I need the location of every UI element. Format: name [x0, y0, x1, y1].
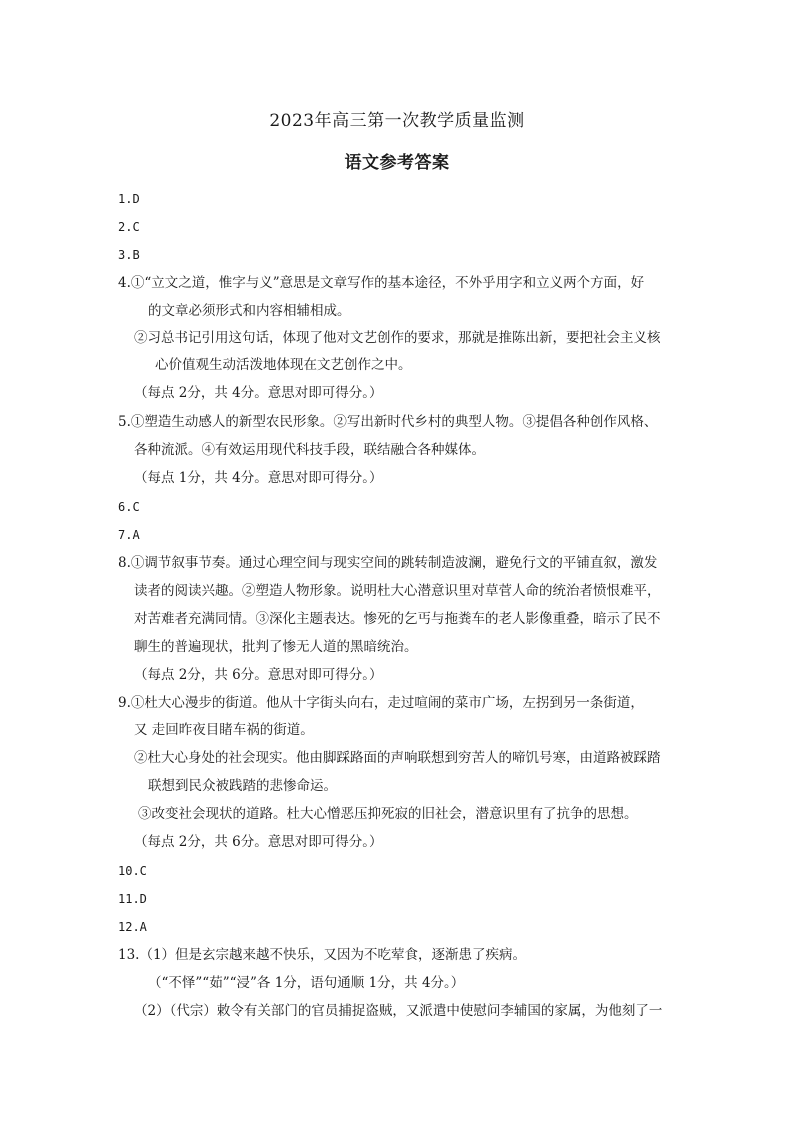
answer-4-line-4: 心价值观生动活泼地体现在文艺创作之中。	[155, 357, 412, 373]
answer-8-line-2: 读者的阅读兴趣。②塑造人物形象。说明杜大心潜意识里对草菅人命的统治者愤恨难平，	[134, 583, 661, 599]
answer-5-score: （每点 1分，共 4分。意思对即可得分。）	[134, 470, 383, 486]
answer-9-line-3: ②杜大心身处的社会现实。他由脚踩路面的声响联想到穷苦人的啼饥号寒，由道路被踩踏	[134, 750, 661, 766]
answer-8-line-3: 对苦难者充满同情。③深化主题表达。惨死的乞丐与拖粪车的老人影像重叠，暗示了民不	[134, 611, 661, 627]
answer-9-score: （每点 2分，共 6分。意思对即可得分。）	[134, 834, 383, 850]
answer-8-line-1: 8.①调节叙事节奏。通过心理空间与现实空间的跳转制造波澜，避免行文的平铺直叙，激发	[118, 555, 658, 571]
answer-4-score: （每点 2分，共 4分。意思对即可得分。）	[134, 385, 383, 401]
answer-5-line-1: 5.①塑造生动感人的新型农民形象。②写出新时代乡村的典型人物。③提倡各种创作风格、	[118, 414, 658, 430]
answer-4-line-2: 的文章必须形式和内容相辅相成。	[148, 303, 351, 319]
document-subtitle: 语文参考答案	[344, 153, 450, 173]
answer-9-line-1: 9.①杜大心漫步的街道。他从十字街头向右，走过喧闹的菜市广场，左拐到另一条街道，	[118, 695, 644, 711]
answer-8-score: （每点 2分，共 6分。意思对即可得分。）	[134, 667, 383, 683]
answer-4-line-3: ②习总书记引用这句话，体现了他对文艺创作的要求，那就是推陈出新，要把社会主义核	[134, 330, 661, 346]
answer-13-score: （“不怿”“茹”“浸”各 1分，语句通顺 1分，共 4分。）	[148, 975, 465, 991]
answer-12: 12.A	[118, 920, 147, 934]
answer-3: 3.B	[118, 248, 140, 262]
answer-9-line-4: 联想到民众被践踏的悲惨命运。	[148, 778, 337, 794]
answer-4-line-1: 4.①“立文之道，惟字与义”意思是文章写作的基本途径，不外乎用字和立义两个方面，好	[118, 275, 645, 291]
answer-10: 10.C	[118, 864, 147, 878]
answer-1: 1.D	[118, 192, 140, 206]
answer-11: 11.D	[118, 892, 147, 906]
answer-9-line-5: ③改变社会现状的道路。杜大心憎恶压抑死寂的旧社会，潜意识里有了抗争的思想。	[138, 806, 638, 822]
answer-6: 6.C	[118, 500, 140, 514]
answer-5-line-2: 各种流派。④有效运用现代科技手段，联结融合各种媒体。	[134, 442, 485, 458]
answer-13-line-2: （2）（代宗）敕令有关部门的官员捕捉盗贼，又派遣中使慰问李辅国的家属，为他刻了一	[134, 1003, 663, 1019]
answer-9-line-2: 又 走回昨夜目睹车祸的街道。	[134, 722, 314, 738]
answer-2: 2.C	[118, 220, 140, 234]
answer-8-line-4: 聊生的普遍现状，批判了惨无人道的黑暗统治。	[134, 639, 418, 655]
answer-13-line-1: 13.（1）但是玄宗越来越不快乐，又因为不吃荤食，逐渐患了疾病。	[118, 947, 527, 963]
answer-7: 7.A	[118, 528, 140, 542]
document-title: 2023年高三第一次教学质量监测	[269, 111, 525, 131]
